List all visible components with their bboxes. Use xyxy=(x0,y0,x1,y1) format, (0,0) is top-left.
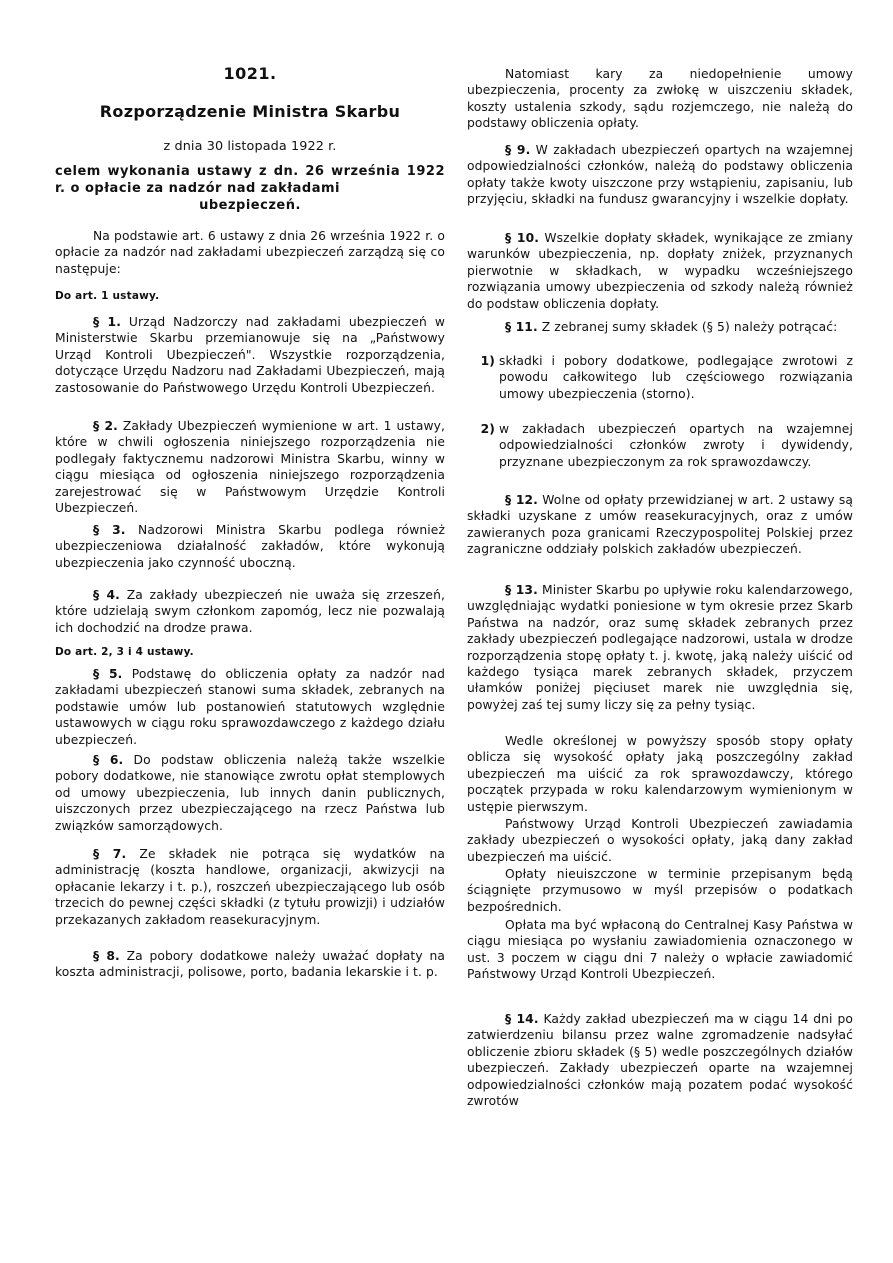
paragraph-sign: § 7. xyxy=(93,847,127,861)
paragraph-text: Wszelkie dopłaty składek, wynikające ze zmiany warunków ubezpieczenia, np. dopłaty zniżek, przyznanych pierwotnie w składkach, w wypadku wcześniejszego rozwiązania umowy ubezpieczenia od szkody należą również do podstaw obliczenia dopłaty. xyxy=(467,231,854,311)
paragraph-sign: § 13. xyxy=(505,583,538,597)
paragraph-9 xyxy=(467,142,853,208)
document-title: Rozporządzenie Ministra Skarbu xyxy=(99,102,401,121)
paragraph-sign: § 8. xyxy=(93,949,120,963)
paragraph-6 xyxy=(55,752,445,834)
paragraph-13-a xyxy=(467,733,853,815)
paragraph-text: Opłata ma być wpłaconą do Centralnej Kasy Państwa w ciągu miesiąca po wysłaniu zawiadomienia oznaczonego w ust. 3 poczem w ciągu dni 7 należy o wpłacie zawiadomić Państwowy Urząd Kontroli Ubezpieczeń. xyxy=(467,918,853,982)
paragraph-8 xyxy=(55,948,445,981)
paragraph-text: Urząd Nadzorczy nad zakładami ubezpieczeń w Ministerstwie Skarbu przemianowuje się na „Państwowy Urząd Kontroli Ubezpieczeń". Wszystkie rozporządzenia, dotyczące Urzędu Nadzoru nad Zakładami Ubezpieczeń, mają zastosowanie do Państwowego Urzędu Kontroli Ubezpieczeń. xyxy=(55,315,445,395)
list-item-1 xyxy=(480,353,853,402)
paragraph-8-continued xyxy=(467,66,853,132)
list-item-text: składki i pobory dodatkowe, podlegające zwrotowi z powodu całkowitego lub częściowego rozwiązania umowy ubezpieczenia (storno). xyxy=(499,354,853,401)
section-header: Do art. 2, 3 i 4 ustawy. xyxy=(55,646,194,658)
paragraph-sign: § 9. xyxy=(505,143,531,157)
paragraph-13-b xyxy=(467,816,853,865)
paragraph-text: Ze składek nie potrąca się wydatków na administrację (koszta handlowe, organizacji, akwizycji na opłacanie lekarzy i t. p.), roszczeń ubezpieczającego lub osób trzecich do pewnej części składki (z tytułu prowizji) i udziałów przekazanych zakładom reasekuracyjnym. xyxy=(55,847,446,927)
paragraph-4 xyxy=(55,587,445,636)
paragraph-text: Wedle określonej w powyższy sposób stopy opłaty oblicza się wysokość opłaty jaką poszczególny zakład ubezpieczeń ma uiścić za rok sprawozdawczy, którego początek przypada w roku kalendarzowym wymienionym w ustępie pierwszym. xyxy=(467,734,853,814)
paragraph-text: W zakładach ubezpieczeń opartych na wzajemnej odpowiedzialności członków, należą do podstawy obliczenia opłaty także kwoty uiszczone przy wstąpieniu, zapisaniu, lub przyjęciu, składki na fundusz gwarancyjny i wszelkie dopłaty. xyxy=(467,143,853,207)
subject-main: celem wykonania ustawy z dn. 26 września 1922 r. o opłacie za nadzór nad zakładami xyxy=(55,164,445,196)
document-subject xyxy=(55,164,445,214)
paragraph-13-c xyxy=(467,866,853,915)
list-item-2 xyxy=(480,421,853,470)
act-number: 1021. xyxy=(223,64,277,83)
document-date: z dnia 30 listopada 1922 r. xyxy=(163,139,337,154)
paragraph-text: Zakłady Ubezpieczeń wymienione w art. 1 ustawy, które w chwili ogłoszenia niniejszego rozporządzenia nie podlegały faktycznemu nadzorowi Ministra Skarbu, winny w ciągu miesiąca od ogłoszenia niniejszego rozporządzenia zarejestrować się w Państwowym Urzędzie Kontroli Ubezpieczeń. xyxy=(55,419,445,516)
paragraph-sign: § 12. xyxy=(505,493,538,507)
paragraph-2 xyxy=(55,418,445,516)
paragraph-sign: § 2. xyxy=(93,419,118,433)
paragraph-1 xyxy=(55,314,445,396)
list-item-text: w zakładach ubezpieczeń opartych na wzajemnej odpowiedzialności członków zwroty i dywidendy, przyznane ubezpieczonym za rok sprawozdawczy. xyxy=(499,422,853,469)
paragraph-text: Nadzorowi Ministra Skarbu podlega również ubezpieczeniowa działalność zakładów, które wykonują ubezpieczenia jako czynność uboczną. xyxy=(55,523,446,570)
paragraph-sign: § 5. xyxy=(93,667,123,681)
paragraph-text: Każdy zakład ubezpieczeń ma w ciągu 14 dni po zatwierdzeniu bilansu przez walne zgromadzenie nadsyłać obliczenie zbioru składek (§ 5) wedle poszczególnych działów ubezpieczeń. Zakłady ubezpieczeń oparte na wzajemnej odpowiedzialności członków mają pozatem podać wysokość zwrotów xyxy=(467,1012,853,1109)
paragraph-text: Podstawę do obliczenia opłaty za nadzór nad zakładami ubezpieczeń stanowi suma składek, zebranych na podstawie umów lub postanowień statutowych względnie ustawowych w ciągu roku sprawozdawczego z każdego działu ubezpieczeń. xyxy=(55,667,446,747)
paragraph-text: Z zebranej sumy składek (§ 5) należy potrącać: xyxy=(541,320,838,334)
paragraph-text: Wolne od opłaty przewidzianej w art. 2 ustawy są składki uzyskane z umów reasekuracyjnych, oraz z umów zawieranych poza granicami Rzeczypospolitej Polskiej przez zagraniczne oddziały polskich zakładów ubezpieczeń. xyxy=(467,493,854,557)
paragraph-12 xyxy=(467,492,853,558)
paragraph-sign: § 6. xyxy=(93,753,124,767)
paragraph-sign: § 10. xyxy=(505,231,540,245)
paragraph-sign: § 14. xyxy=(505,1012,539,1026)
paragraph-3 xyxy=(55,522,445,571)
paragraph-text: Natomiast kary za niedopełnienie umowy ubezpieczenia, procenty za zwłokę w uiszczeniu składek, koszty ustalenia szkody, sądu rozjemczego, nie należą do podstawy obliczenia opłaty. xyxy=(467,67,853,131)
paragraph-sign: § 11. xyxy=(505,320,538,334)
paragraph-13-d xyxy=(467,917,853,983)
paragraph-11 xyxy=(467,319,853,335)
paragraph-5 xyxy=(55,666,445,748)
preamble xyxy=(55,228,445,277)
paragraph-text: Za pobory dodatkowe należy uważać dopłaty na koszta administracji, polisowe, porto, badania lekarskie i t. p. xyxy=(55,949,445,980)
paragraph-7 xyxy=(55,846,445,928)
paragraph-text: Do podstaw obliczenia należą także wszelkie pobory dodatkowe, nie stanowiące zwrotu opłat stemplowych od umowy ubezpieczenia, lub innych danin publicznych, uiszczonych przez ubezpieczającego na rzecz Państwa lub związków samorządowych. xyxy=(55,753,445,833)
list-marker: 1) xyxy=(480,354,495,368)
paragraph-text: Za zakłady ubezpieczeń nie uważa się zrzeszeń, które udzielają swym członkom zapomóg, lecz nie pozwalają ich dochodzić na drodze prawa. xyxy=(55,588,445,635)
list-marker: 2) xyxy=(480,422,495,436)
paragraph-sign: § 3. xyxy=(93,523,126,537)
subject-last: ubezpieczeń. xyxy=(199,197,301,213)
paragraph-sign: § 1. xyxy=(93,315,121,329)
paragraph-sign: § 4. xyxy=(93,588,120,602)
paragraph-text: Państwowy Urząd Kontroli Ubezpieczeń zawiadamia zakłady ubezpieczeń o wysokości opłaty, jaką dany zakład ubezpieczeń ma uiścić. xyxy=(467,817,853,864)
section-header: Do art. 1 ustawy. xyxy=(55,290,160,302)
paragraph-text: Opłaty nieuiszczone w terminie przepisanym będą ściągnięte przymusowo w myśl przepisów o podatkach bezpośrednich. xyxy=(467,867,853,914)
paragraph-text: Minister Skarbu po upływie roku kalendarzowego, uwzględniając wydatki poniesione w tym okresie przez Skarb Państwa na nadzór, oraz sumę składek zebranych przez zakłady ubezpieczeń podlegające nadzorowi, ustala w drodze rozporządzenia stopę opłaty t. j. kwotę, jaką należy uiścić od każdego tysiąca marek zebranych składek, przyczem ułamków poniżej pięciuset marek nie uwzględnia się, powyżej zaś tej sumy liczy się za pełny tysiąc. xyxy=(467,583,853,712)
preamble-text: Na podstawie art. 6 ustawy z dnia 26 września 1922 r. o opłacie za nadzór nad zakładami ubezpieczeń zarządzą się co następuje: xyxy=(55,229,445,276)
paragraph-10 xyxy=(467,230,853,312)
paragraph-14 xyxy=(467,1011,853,1109)
paragraph-13 xyxy=(467,582,853,713)
